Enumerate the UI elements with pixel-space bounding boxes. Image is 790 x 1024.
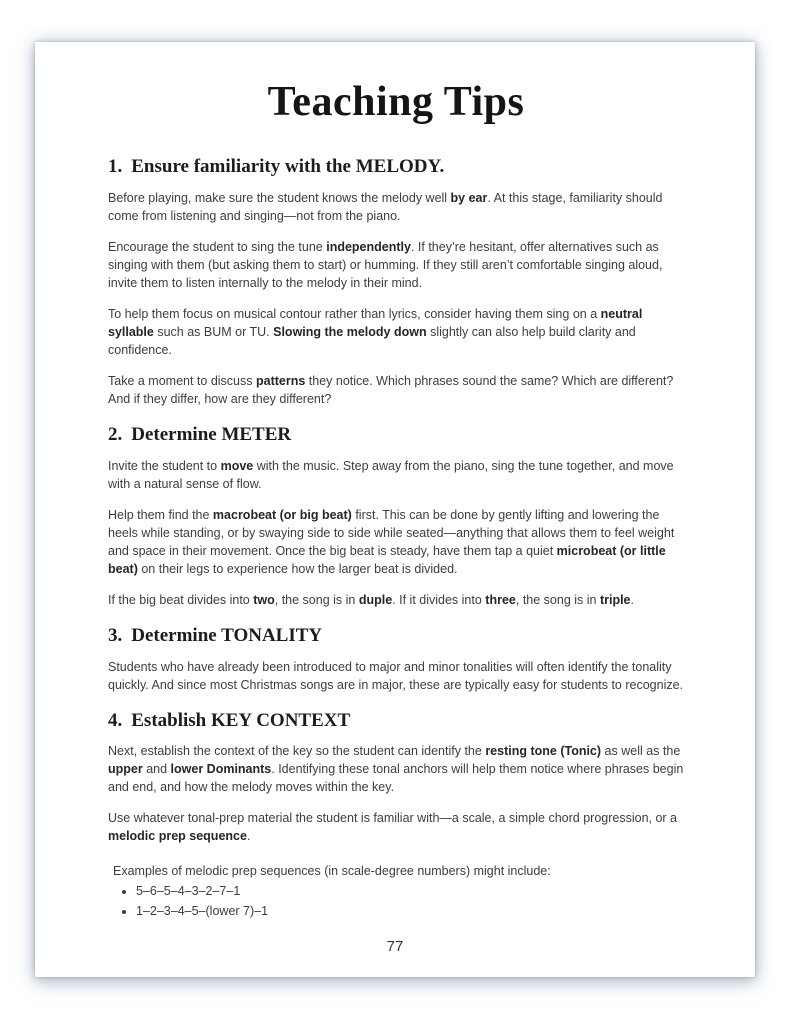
paragraph: Before playing, make sure the student knows the melody well by ear. At this stage, familiarity should come from listening and singing—not from the piano. bbox=[108, 191, 663, 224]
paragraph: Students who have already been introduced to major and minor tonalities will often identify the tonality quickly. And since most Christmas songs are in major, these are typically easy for students to recognize. bbox=[108, 659, 684, 692]
section-heading bbox=[108, 156, 684, 179]
paragraph: Help them find the macrobeat (or big beat) first. This can be done by gently lifting and lowering the heels while standing, or by swaying side to side while seated—anything that allows them to feel weight and space in their movement. Once the big beat is steady, have them tap a quiet microbeat (or little beat) on their legs to experience how the larger beat is divided. bbox=[108, 507, 675, 576]
section-heading-text: Establish KEY CONTEXT bbox=[131, 709, 351, 731]
paragraph: If the big beat divides into two, the song is in duple. If it divides into three, the song is in triple. bbox=[108, 592, 634, 607]
section-heading bbox=[108, 710, 684, 733]
section-number: 3. bbox=[108, 624, 123, 646]
section-heading-text: Determine METER bbox=[131, 424, 292, 446]
list-intro: Examples of melodic prep sequences (in scale-degree numbers) might include: bbox=[113, 864, 551, 879]
paragraph: Encourage the student to sing the tune independently. If they’re hesitant, offer alternatives such as singing with them (but asking them to start) or humming. If they still aren’t comfortable singing aloud, invite them to listen internally to the melody in their mind. bbox=[108, 240, 663, 291]
section-meter bbox=[108, 424, 684, 609]
document-page bbox=[35, 42, 755, 977]
paragraph: Take a moment to discuss patterns they notice. Which phrases sound the same? Which are different? And if they differ, how are they different? bbox=[108, 374, 674, 407]
paragraph: Next, establish the context of the key so the student can identify the resting tone (Tonic) as well as the upper and lower Dominants. Identifying these tonal anchors will help them notice where phrases begin and end, and how the melody moves within the key. bbox=[108, 744, 684, 795]
list-item: • 1–2–3–4–5–(lower 7)–1 bbox=[136, 901, 684, 921]
section-number: 1. bbox=[108, 156, 123, 178]
paragraph: To help them focus on musical contour rather than lyrics, consider having them sing on a neutral syllable such as BUM or TU. Slowing the melody down slightly can also help build clarity and confidence. bbox=[108, 307, 643, 358]
section-heading bbox=[108, 424, 684, 447]
prep-sequence-list bbox=[113, 881, 684, 921]
list-item: • 5–6–5–4–3–2–7–1 bbox=[136, 881, 684, 901]
section-number: 2. bbox=[108, 424, 123, 446]
paragraph: Invite the student to move with the music. Step away from the piano, sing the tune together, and move with a natural sense of flow. bbox=[108, 458, 674, 491]
paragraph: Use whatever tonal-prep material the student is familiar with—a scale, a simple chord progression, or a melodic prep sequence. bbox=[108, 811, 678, 844]
page-title: Teaching Tips bbox=[267, 79, 525, 125]
section-heading bbox=[108, 625, 684, 648]
section-heading-text: Determine TONALITY bbox=[131, 624, 323, 646]
section-melody bbox=[108, 156, 684, 408]
section-number: 4. bbox=[108, 709, 123, 731]
page-number: 77 bbox=[386, 938, 404, 955]
section-key-context bbox=[108, 710, 684, 922]
prep-sequence-examples bbox=[108, 861, 684, 921]
section-heading-text: Ensure familiarity with the MELODY. bbox=[131, 156, 445, 178]
section-tonality bbox=[108, 625, 684, 694]
